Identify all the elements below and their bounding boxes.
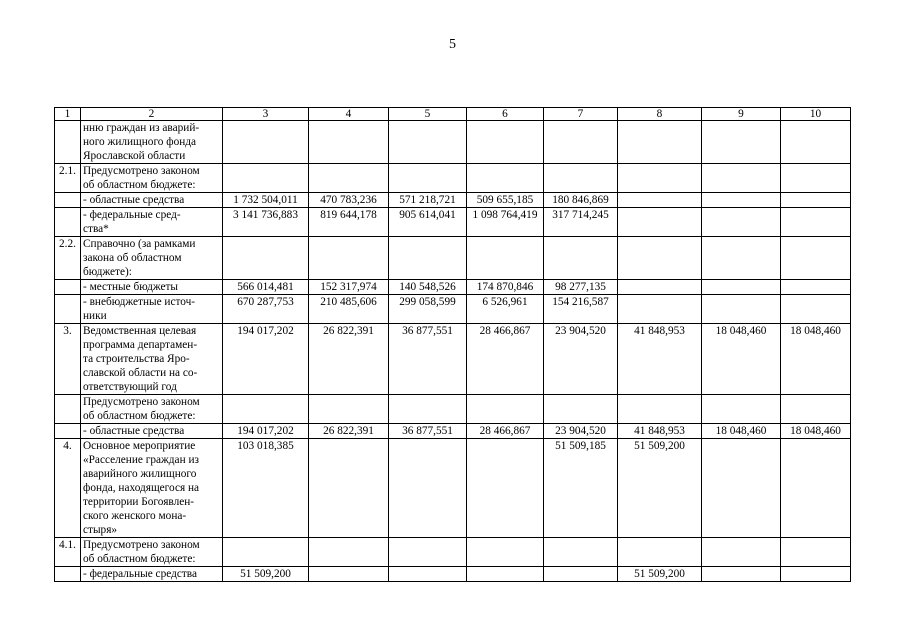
value-cell: 509 655,185 bbox=[467, 193, 544, 208]
value-cell: 6 526,961 bbox=[467, 295, 544, 324]
value-cell bbox=[467, 567, 544, 582]
value-cell: 470 783,236 bbox=[309, 193, 389, 208]
value-cell bbox=[702, 280, 781, 295]
row-index-cell: 3. bbox=[55, 324, 81, 395]
value-cell: 36 877,551 bbox=[389, 324, 467, 395]
table-row bbox=[55, 121, 851, 164]
value-cell: 299 058,599 bbox=[389, 295, 467, 324]
value-cell bbox=[618, 121, 702, 164]
table-row bbox=[55, 164, 851, 193]
value-cell bbox=[702, 121, 781, 164]
table-row bbox=[55, 324, 851, 395]
value-cell bbox=[781, 237, 851, 280]
value-cell bbox=[702, 295, 781, 324]
value-cell bbox=[309, 237, 389, 280]
value-cell: 41 848,953 bbox=[618, 424, 702, 439]
value-cell bbox=[618, 280, 702, 295]
value-cell: 194 017,202 bbox=[223, 424, 309, 439]
value-cell bbox=[702, 567, 781, 582]
row-description-cell: нню граждан из аварий- ного жилищного фонда Ярославской области bbox=[81, 121, 223, 164]
budget-table bbox=[54, 107, 851, 582]
value-cell bbox=[309, 439, 389, 538]
row-description-cell: - внебюджетные источ- ники bbox=[81, 295, 223, 324]
row-index-cell: 4. bbox=[55, 439, 81, 538]
table-row bbox=[55, 538, 851, 567]
value-cell bbox=[467, 395, 544, 424]
table-header-row bbox=[55, 108, 851, 121]
row-description-cell: - областные средства bbox=[81, 193, 223, 208]
value-cell: 210 485,606 bbox=[309, 295, 389, 324]
value-cell bbox=[309, 121, 389, 164]
value-cell: 905 614,041 bbox=[389, 208, 467, 237]
row-index-cell bbox=[55, 295, 81, 324]
value-cell bbox=[781, 295, 851, 324]
value-cell: 23 904,520 bbox=[544, 324, 618, 395]
value-cell bbox=[702, 164, 781, 193]
row-index-cell bbox=[55, 567, 81, 582]
value-cell bbox=[389, 439, 467, 538]
value-cell bbox=[618, 164, 702, 193]
value-cell: 51 509,200 bbox=[618, 439, 702, 538]
value-cell bbox=[618, 295, 702, 324]
value-cell bbox=[702, 439, 781, 538]
row-description-cell: - местные бюджеты bbox=[81, 280, 223, 295]
value-cell: 51 509,200 bbox=[618, 567, 702, 582]
table-row bbox=[55, 280, 851, 295]
value-cell bbox=[781, 193, 851, 208]
table-row bbox=[55, 208, 851, 237]
value-cell: 26 822,391 bbox=[309, 324, 389, 395]
row-index-cell: 2.1. bbox=[55, 164, 81, 193]
value-cell: 3 141 736,883 bbox=[223, 208, 309, 237]
value-cell bbox=[702, 538, 781, 567]
value-cell: 18 048,460 bbox=[781, 424, 851, 439]
column-header: 8 bbox=[618, 108, 702, 121]
value-cell: 154 216,587 bbox=[544, 295, 618, 324]
column-header: 2 bbox=[81, 108, 223, 121]
table-row bbox=[55, 567, 851, 582]
value-cell: 23 904,520 bbox=[544, 424, 618, 439]
value-cell bbox=[309, 567, 389, 582]
value-cell bbox=[223, 237, 309, 280]
value-cell bbox=[223, 395, 309, 424]
value-cell bbox=[544, 567, 618, 582]
value-cell bbox=[702, 193, 781, 208]
row-index-cell bbox=[55, 424, 81, 439]
value-cell bbox=[467, 237, 544, 280]
value-cell bbox=[702, 208, 781, 237]
column-header: 10 bbox=[781, 108, 851, 121]
value-cell bbox=[389, 164, 467, 193]
value-cell: 51 509,200 bbox=[223, 567, 309, 582]
value-cell bbox=[467, 121, 544, 164]
value-cell bbox=[389, 538, 467, 567]
value-cell: 18 048,460 bbox=[702, 424, 781, 439]
value-cell: 194 017,202 bbox=[223, 324, 309, 395]
value-cell bbox=[544, 164, 618, 193]
value-cell: 18 048,460 bbox=[781, 324, 851, 395]
column-header: 6 bbox=[467, 108, 544, 121]
value-cell: 566 014,481 bbox=[223, 280, 309, 295]
column-header: 4 bbox=[309, 108, 389, 121]
value-cell bbox=[781, 567, 851, 582]
value-cell: 670 287,753 bbox=[223, 295, 309, 324]
row-description-cell: Справочно (за рамками закона об областном бюджете): bbox=[81, 237, 223, 280]
value-cell: 1 098 764,419 bbox=[467, 208, 544, 237]
value-cell bbox=[309, 538, 389, 567]
value-cell: 819 644,178 bbox=[309, 208, 389, 237]
column-header: 7 bbox=[544, 108, 618, 121]
value-cell bbox=[544, 395, 618, 424]
row-index-cell bbox=[55, 280, 81, 295]
row-index-cell bbox=[55, 193, 81, 208]
value-cell: 152 317,974 bbox=[309, 280, 389, 295]
row-index-cell: 2.2. bbox=[55, 237, 81, 280]
value-cell: 18 048,460 bbox=[702, 324, 781, 395]
value-cell bbox=[618, 395, 702, 424]
page-number: 5 bbox=[449, 37, 456, 52]
value-cell bbox=[781, 538, 851, 567]
row-description-cell: Основное мероприятие «Расселение граждан из аварийного жилищного фонда, находящегося на территории Богоявлен- ского женского мона- стыря» bbox=[81, 439, 223, 538]
row-description-cell: - федеральные сред- ства* bbox=[81, 208, 223, 237]
value-cell: 103 018,385 bbox=[223, 439, 309, 538]
value-cell bbox=[781, 208, 851, 237]
value-cell bbox=[781, 121, 851, 164]
row-description-cell: Ведомственная целевая программа департамен- та строительства Яро- славской области на со- ответствующий год bbox=[81, 324, 223, 395]
table-row bbox=[55, 237, 851, 280]
row-index-cell bbox=[55, 395, 81, 424]
value-cell: 28 466,867 bbox=[467, 424, 544, 439]
value-cell bbox=[223, 538, 309, 567]
value-cell: 317 714,245 bbox=[544, 208, 618, 237]
value-cell bbox=[781, 395, 851, 424]
column-header: 3 bbox=[223, 108, 309, 121]
value-cell: 41 848,953 bbox=[618, 324, 702, 395]
value-cell bbox=[544, 121, 618, 164]
row-description-cell: Предусмотрено законом об областном бюджете: bbox=[81, 538, 223, 567]
table-row bbox=[55, 193, 851, 208]
value-cell: 98 277,135 bbox=[544, 280, 618, 295]
value-cell bbox=[781, 164, 851, 193]
column-header: 9 bbox=[702, 108, 781, 121]
table-row bbox=[55, 424, 851, 439]
value-cell: 140 548,526 bbox=[389, 280, 467, 295]
value-cell bbox=[544, 237, 618, 280]
row-description-cell: Предусмотрено законом об областном бюджете: bbox=[81, 395, 223, 424]
row-description-cell: - областные средства bbox=[81, 424, 223, 439]
value-cell: 36 877,551 bbox=[389, 424, 467, 439]
table-row bbox=[55, 439, 851, 538]
value-cell bbox=[618, 208, 702, 237]
value-cell: 180 846,869 bbox=[544, 193, 618, 208]
value-cell bbox=[223, 164, 309, 193]
value-cell bbox=[309, 164, 389, 193]
value-cell bbox=[618, 538, 702, 567]
value-cell: 174 870,846 bbox=[467, 280, 544, 295]
value-cell: 28 466,867 bbox=[467, 324, 544, 395]
value-cell bbox=[618, 193, 702, 208]
value-cell bbox=[389, 237, 467, 280]
row-description-cell: - федеральные средства bbox=[81, 567, 223, 582]
value-cell bbox=[223, 121, 309, 164]
row-index-cell bbox=[55, 208, 81, 237]
value-cell bbox=[309, 395, 389, 424]
row-index-cell: 4.1. bbox=[55, 538, 81, 567]
value-cell bbox=[467, 164, 544, 193]
value-cell bbox=[389, 395, 467, 424]
value-cell: 26 822,391 bbox=[309, 424, 389, 439]
value-cell bbox=[781, 439, 851, 538]
column-header: 5 bbox=[389, 108, 467, 121]
value-cell: 51 509,185 bbox=[544, 439, 618, 538]
row-index-cell bbox=[55, 121, 81, 164]
value-cell bbox=[467, 538, 544, 567]
table-row bbox=[55, 395, 851, 424]
column-header: 1 bbox=[55, 108, 81, 121]
row-description-cell: Предусмотрено законом об областном бюджете: bbox=[81, 164, 223, 193]
value-cell: 571 218,721 bbox=[389, 193, 467, 208]
value-cell bbox=[467, 439, 544, 538]
value-cell bbox=[781, 280, 851, 295]
value-cell bbox=[702, 395, 781, 424]
value-cell bbox=[389, 567, 467, 582]
value-cell bbox=[389, 121, 467, 164]
value-cell bbox=[702, 237, 781, 280]
value-cell bbox=[544, 538, 618, 567]
value-cell: 1 732 504,011 bbox=[223, 193, 309, 208]
value-cell bbox=[618, 237, 702, 280]
table-row bbox=[55, 295, 851, 324]
